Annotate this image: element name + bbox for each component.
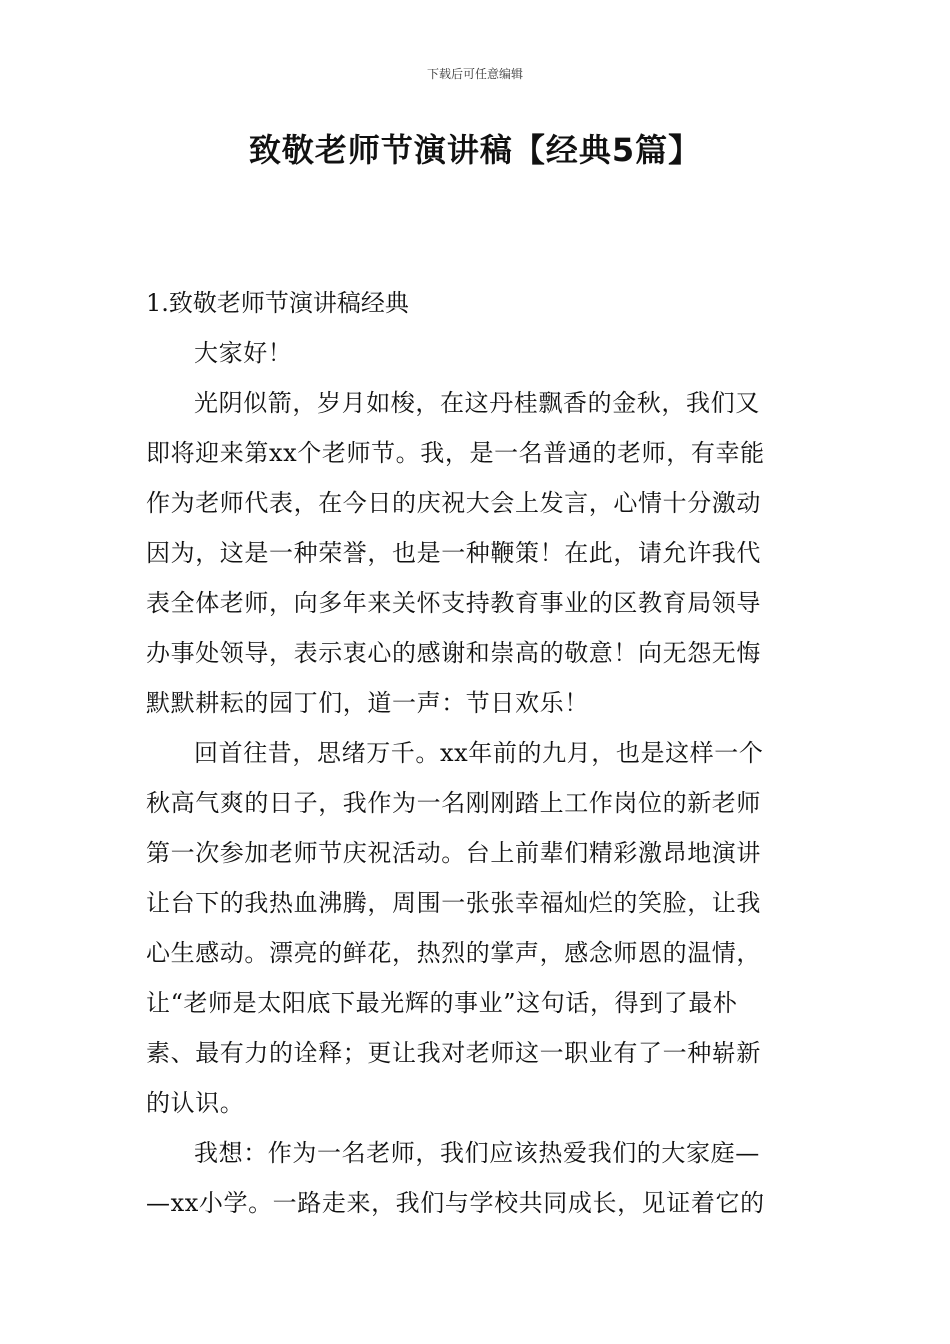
paragraph-line: —xx小学。一路走来，我们与学校共同成长，见证着它的 <box>146 1189 765 1217</box>
paragraph-line: 心生感动。漂亮的鲜花，热烈的掌声，感念师恩的温情， <box>146 939 761 967</box>
paragraph-reflection <box>146 1128 806 1228</box>
paragraph-line: 回首往昔，思绪万千。xx年前的九月，也是这样一个 <box>194 739 764 767</box>
paragraph-recollection <box>146 728 806 1128</box>
paragraph-line: 即将迎来第xx个老师节。我，是一名普通的老师，有幸能 <box>146 439 765 467</box>
paragraph-line: 作为老师代表，在今日的庆祝大会上发言，心情十分激动 <box>146 489 761 517</box>
paragraph-line: 光阴似箭，岁月如梭，在这丹桂飘香的金秋，我们又 <box>194 389 760 417</box>
paragraph-line: 默默耕耘的园丁们，道一声：节日欢乐！ <box>146 689 589 717</box>
paragraph-line: 我想：作为一名老师，我们应该热爱我们的大家庭— <box>194 1139 760 1167</box>
document-body <box>146 278 806 1228</box>
paragraph-line: 办事处领导，表示衷心的感谢和崇高的敬意！向无怨无悔 <box>146 639 761 667</box>
header-note: 下载后可任意编辑 <box>426 67 523 81</box>
paragraph-line: 因为，这是一种荣誉，也是一种鞭策！在此，请允许我代 <box>146 539 761 567</box>
paragraph-line: 大家好！ <box>194 339 293 367</box>
paragraph-greeting <box>146 328 806 378</box>
paragraph-line: 的认识。 <box>146 1089 245 1117</box>
section-heading: 1.致敬老师节演讲稿经典 <box>146 289 409 317</box>
paragraph-line: 表全体老师，向多年来关怀支持教育事业的区教育局领导 <box>146 589 761 617</box>
paragraph-opening <box>146 378 806 728</box>
paragraph-line: 让“老师是太阳底下最光辉的事业”这句话，得到了最朴 <box>146 989 738 1017</box>
paragraph-line: 让台下的我热血沸腾，周围一张张幸福灿烂的笑脸，让我 <box>146 889 761 917</box>
paragraph-line: 秋高气爽的日子，我作为一名刚刚踏上工作岗位的新老师 <box>146 789 761 817</box>
paragraph-line: 第一次参加老师节庆祝活动。台上前辈们精彩激昂地演讲 <box>146 839 761 867</box>
paragraph-line: 素、最有力的诠释；更让我对老师这一职业有了一种崭新 <box>146 1039 761 1067</box>
page-title: 致敬老师节演讲稿【经典5篇】 <box>248 131 702 169</box>
